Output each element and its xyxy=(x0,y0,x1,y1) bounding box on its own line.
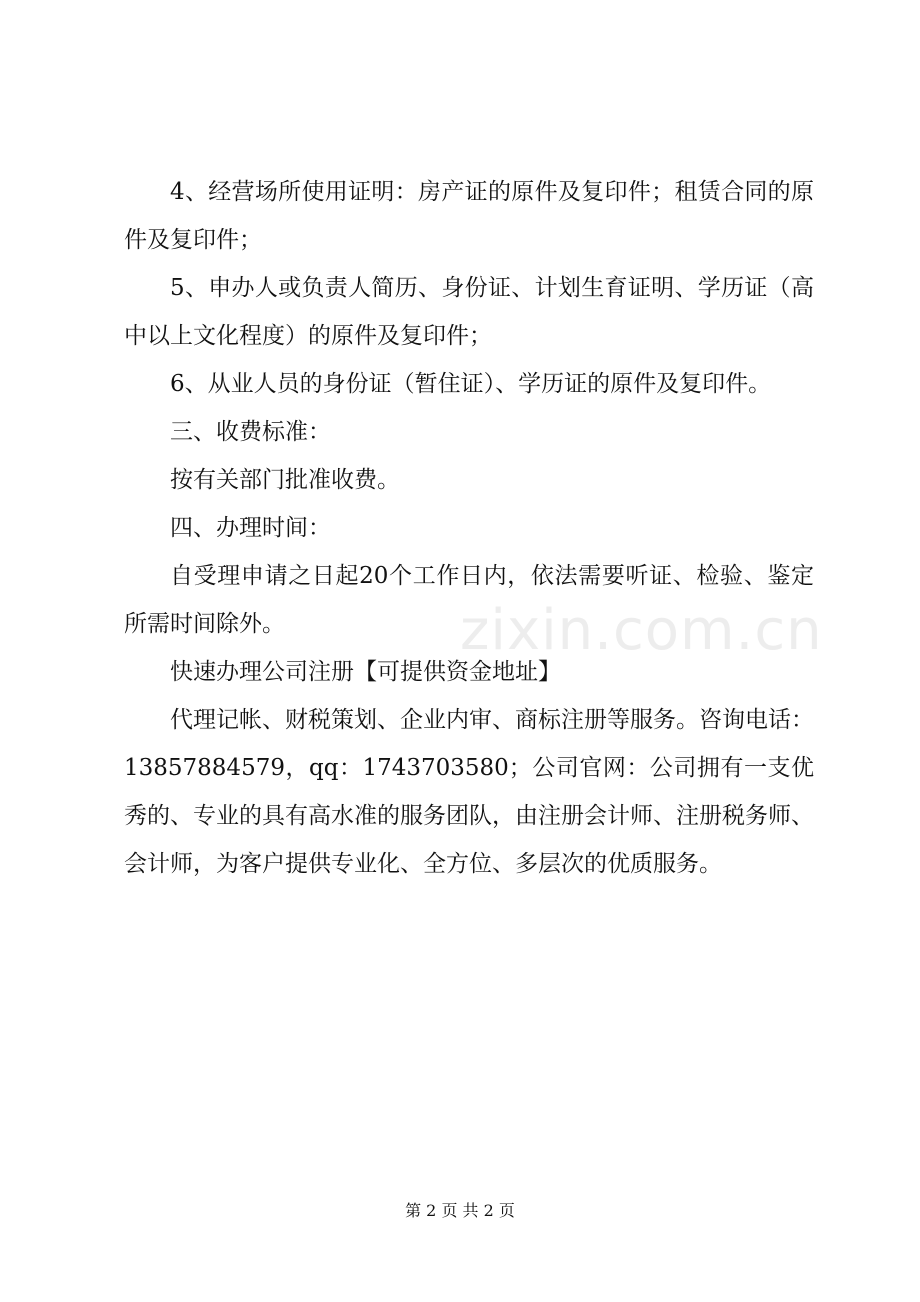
section-heading-time: 四、办理时间： xyxy=(170,515,331,541)
paragraph-time: 自受理申请之日起20个工作日内，依法需要听证、检验、鉴定所需时间除外。 xyxy=(124,563,814,637)
page-footer: 第 2 页 共 2 页 xyxy=(405,1201,515,1220)
paragraph-services: 代理记帐、财税策划、企业内审、商标注册等服务。咨询电话：13857884579，qq：1743703580；公司官网：公司拥有一支优秀的、专业的具有高水准的服务团队，由注册会计师、注册税务师、会计师，为客户提供专业化、全方位、多层次的优质服务。 xyxy=(124,707,814,877)
watermark: zixin.com.cn xyxy=(460,598,823,663)
paragraph-registration: 快速办理公司注册【可提供资金地址】 xyxy=(170,659,561,685)
paragraph-item-4: 4、经营场所使用证明：房产证的原件及复印件；租赁合同的原件及复印件； xyxy=(124,179,814,253)
section-heading-fees: 三、收费标准： xyxy=(170,419,331,445)
paragraph-fees: 按有关部门批准收费。 xyxy=(170,467,400,493)
document-body xyxy=(124,168,814,888)
paragraph-item-5: 5、申办人或负责人简历、身份证、计划生育证明、学历证（高中以上文化程度）的原件及复印件； xyxy=(124,275,814,349)
paragraph-item-6: 6、从业人员的身份证（暂住证）、学历证的原件及复印件。 xyxy=(170,371,772,397)
